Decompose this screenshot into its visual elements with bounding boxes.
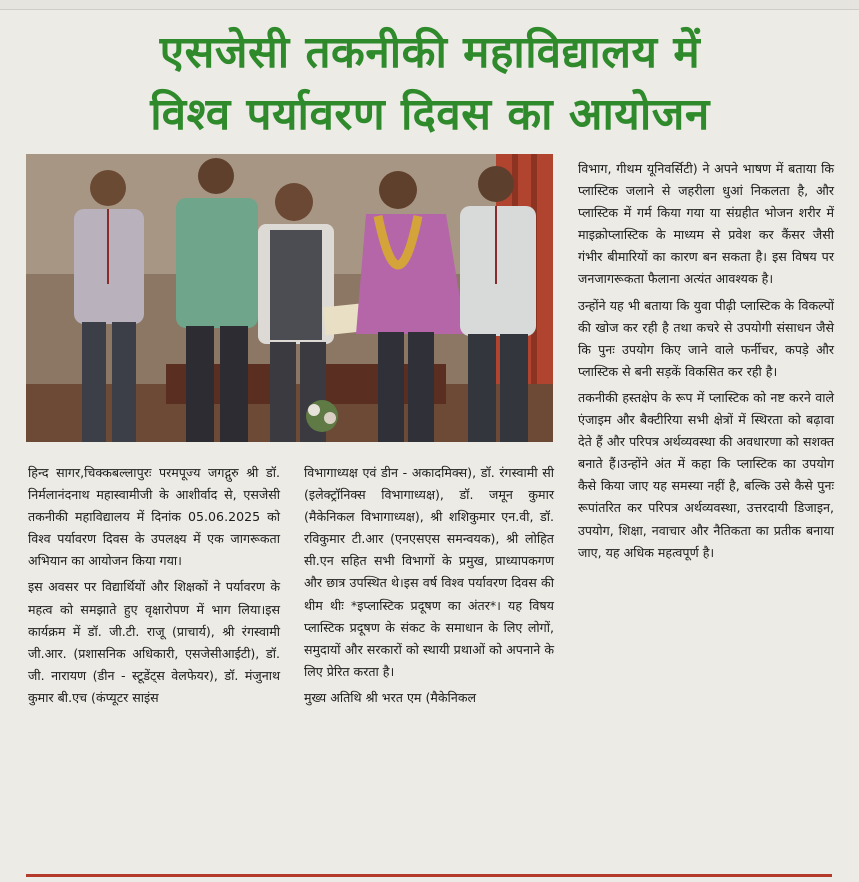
headline (20, 22, 840, 146)
event-photo-illustration (26, 154, 553, 442)
article-paragraph: विभाग, गीथम यूनिवर्सिटी) ने अपने भाषण में बताया कि प्लास्टिक जलाने से जहरीला धुआं निकलता है, और प्लास्टिक में गर्म किया गया या संग्रहीत भोजन शरीर में माइक्रोप्लास्टिक के माध्यम से प्रवेश कर कैंसर जैसी गंभीर बीमारियों का कारण बन सकता है। इस विषय पर जनजागरूकता फैलाना अत्यंत आवश्यक है। (578, 161, 834, 287)
article-paragraph: इस अवसर पर विद्यार्थियों और शिक्षकों ने पर्यावरण के महत्व को समझाते हुए वृक्षारोपण में भाग लिया।इस कार्यक्रम में डॉ. जी.टी. राजू (प्राचार्य), श्री रंगस्वामी जी.आर. (प्रशासनिक अधिकारी, एसजेसीआईटी), डॉ. जी. नारायण (डीन - स्टूडेंट्स वेलफेयर), डॉ. मंजुनाथ कुमार बी.एच (कंप्यूटर साइंस (28, 579, 280, 705)
headline-line-2: विश्व पर्यावरण दिवस का आयोजन (150, 89, 710, 140)
article-paragraph: उन्होंने यह भी बताया कि युवा पीढ़ी प्लास्टिक के विकल्पों की खोज कर रही है तथा कचरे से उपयोगी संसाधन जैसे कि पुनः उपयोग किए जाने वाले फर्नीचर, कपड़े और प्लास्टिक से बनी सड़कें विकसित कर रही है। (578, 297, 834, 379)
bottom-rule (26, 874, 832, 877)
previous-page-strip (0, 0, 859, 10)
article-paragraph: तकनीकी हस्तक्षेप के रूप में प्लास्टिक को नष्ट करने वाले एंजाइम और बैक्टीरिया सभी क्षेत्रों में स्थिरता को बढ़ावा देते हैं और परिपत्र अर्थव्यवस्था की अवधारणा को सशक्त बनाते हैं।उन्होंने अंत में कहा कि प्लास्टिक का उपयोग कैसे किया जाए यह समस्या नहीं है, बल्कि उसे कैसे पुनः रूपांतरित कर परिपत्र अर्थव्यवस्था, उत्तरदायी डिजाइन, उपयोग, शिक्षा, नवाचार और नैतिकता का प्रतीक बनाया जाए, यह अधिक महत्वपूर्ण है। (578, 389, 834, 560)
article-paragraph: हिन्द सागर,चिक्कबल्लापुरः परमपूज्य जगद्गुरु श्री डॉ. निर्मलानंदनाथ महास्वामीजी के आशीर्वाद से, एसजेसी तकनीकी महाविद्यालय में दिनांक 05.06.2025 को विश्व पर्यावरण दिवस के उपलक्ष्य में एक जागरूकता अभियान का आयोजन किया गया। (28, 465, 280, 569)
article-column-1 (28, 462, 280, 713)
article-column-2 (304, 462, 554, 713)
article-paragraph: विभागाध्यक्ष एवं डीन - अकादमिक्स), डॉ. रंगस्वामी सी (इलेक्ट्रॉनिक्स विभागाध्यक्ष), डॉ. जमून कुमार (मैकेनिकल विभागाध्यक्ष), श्री शशिकुमार एन.वी, डॉ. रविकुमार टी.आर (एनएसएस समन्वयक), श्री लोहित सी.एन सहित सभी विभागों के प्रमुख, प्राध्यापकगण और छात्र उपस्थित थे।इस वर्ष विश्व पर्यावरण दिवस की थीम थीः *इप्लास्टिक प्रदूषण का अंतर*। यह विषय प्लास्टिक प्रदूषण के संकट के समाधान के लिए लोगों, समुदायों और सरकारों को स्थायी प्रथाओं को अपनाने के लिए प्रेरित करता है। (304, 465, 554, 679)
event-photo (26, 154, 553, 442)
headline-line-1: एसजेसी तकनीकी महाविद्यालय में (159, 27, 701, 78)
article-paragraph: मुख्य अतिथि श्री भरत एम (मैकेनिकल (304, 689, 477, 705)
article-column-3 (578, 158, 834, 568)
